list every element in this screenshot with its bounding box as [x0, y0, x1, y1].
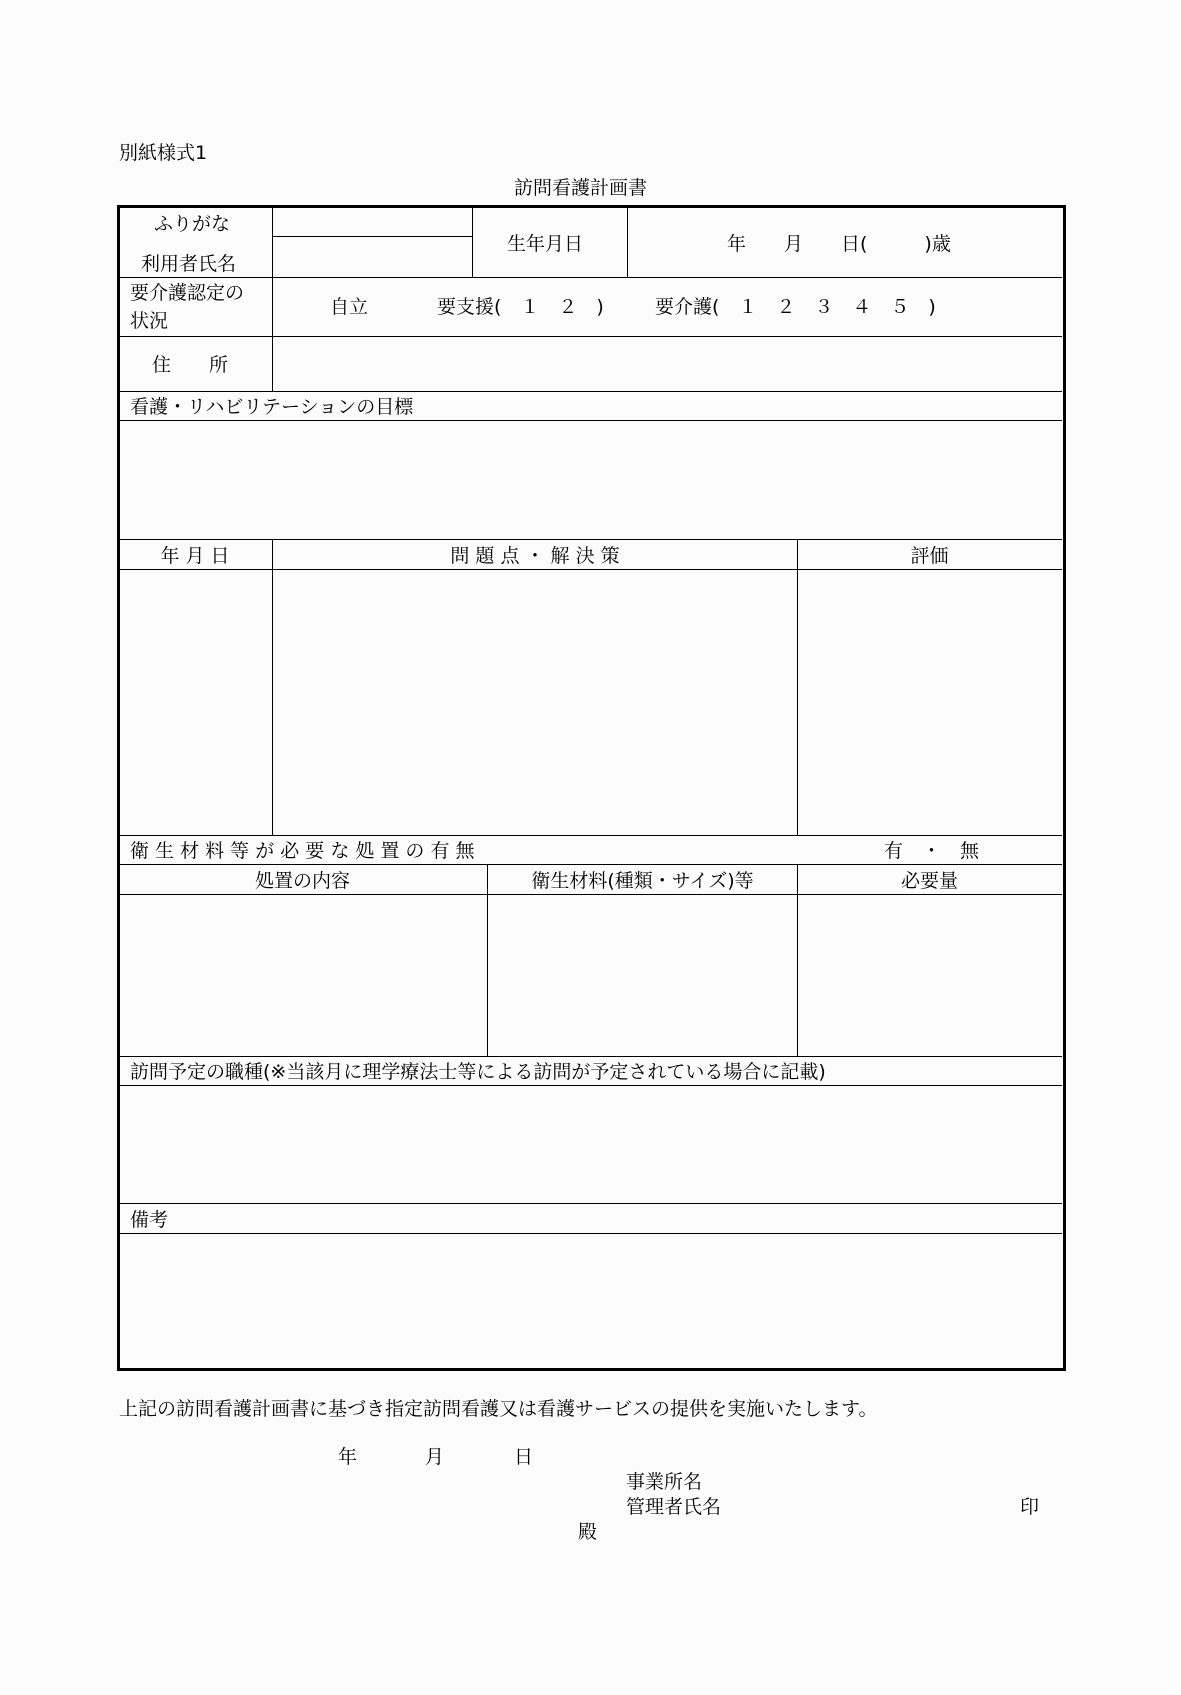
office-label: 事業所名 — [626, 1471, 703, 1493]
plan-problem-field[interactable] — [273, 570, 797, 835]
date-day: 日 — [514, 1446, 534, 1468]
care-option-care[interactable]: 要介護( １ ２ ３ ４ ５ ) — [655, 296, 936, 318]
seal-mark: 印 — [1020, 1496, 1040, 1518]
divider — [118, 391, 1062, 392]
goal-field[interactable] — [118, 421, 1061, 539]
care-option-support[interactable]: 要支援( １ ２ ) — [437, 296, 604, 318]
birthdate-label: 生年月日 — [507, 233, 584, 255]
remarks-label: 備考 — [130, 1209, 169, 1231]
supplies-yes-no[interactable]: 有 ・ 無 — [884, 840, 980, 862]
col-quantity: 必要量 — [900, 870, 958, 892]
remarks-field[interactable] — [118, 1234, 1061, 1365]
form-label: 別紙様式1 — [119, 142, 208, 164]
furigana-field[interactable] — [273, 206, 472, 236]
quantity-field[interactable] — [798, 895, 1061, 1056]
date-month: 月 — [425, 1446, 445, 1468]
col-supplies: 衛生材料(種類・サイズ)等 — [531, 870, 754, 892]
supplies-label: 衛 生 材 料 等 が 必 要 な 処 置 の 有 無 — [130, 840, 475, 862]
address-field[interactable] — [273, 337, 1061, 391]
divider — [118, 277, 1062, 278]
page-title: 訪問看護計画書 — [514, 177, 648, 199]
name-label: 利用者氏名 — [141, 253, 237, 275]
care-status-label: 要介護認定の — [130, 282, 245, 304]
col-evaluation: 評価 — [910, 545, 949, 567]
address-label: 住 所 — [152, 354, 229, 376]
care-status-label-2: 状況 — [130, 310, 169, 332]
col-problem-solution: 問 題 点 ・ 解 決 策 — [450, 545, 620, 567]
divider — [118, 835, 1062, 836]
manager-label: 管理者氏名 — [626, 1496, 722, 1518]
divider — [627, 206, 628, 277]
supplies-field[interactable] — [488, 895, 797, 1056]
birthdate-field[interactable]: 年 月 日( )歳 — [727, 233, 951, 255]
goal-label: 看護・リハビリテーションの目標 — [130, 396, 414, 418]
addressee-suffix: 殿 — [578, 1521, 598, 1543]
col-treatment: 処置の内容 — [254, 870, 350, 892]
visit-staff-field[interactable] — [118, 1086, 1061, 1203]
furigana-label: ふりがな — [154, 213, 231, 235]
care-option-independent[interactable]: 自立 — [330, 296, 369, 318]
treatment-field[interactable] — [118, 895, 487, 1056]
plan-evaluation-field[interactable] — [798, 570, 1061, 835]
statement: 上記の訪問看護計画書に基づき指定訪問看護又は看護サービスの提供を実施いたします。 — [119, 1398, 878, 1420]
divider — [118, 539, 1062, 540]
divider — [118, 1056, 1062, 1057]
divider — [118, 1203, 1062, 1204]
plan-date-field[interactable] — [118, 570, 272, 835]
visit-staff-label: 訪問予定の職種(※当該月に理学療法士等による訪問が予定されている場合に記載) — [130, 1061, 826, 1083]
divider — [118, 864, 1062, 865]
name-field[interactable] — [273, 237, 472, 277]
divider — [472, 206, 473, 277]
date-year: 年 — [338, 1446, 358, 1468]
col-date: 年 月 日 — [160, 545, 230, 567]
